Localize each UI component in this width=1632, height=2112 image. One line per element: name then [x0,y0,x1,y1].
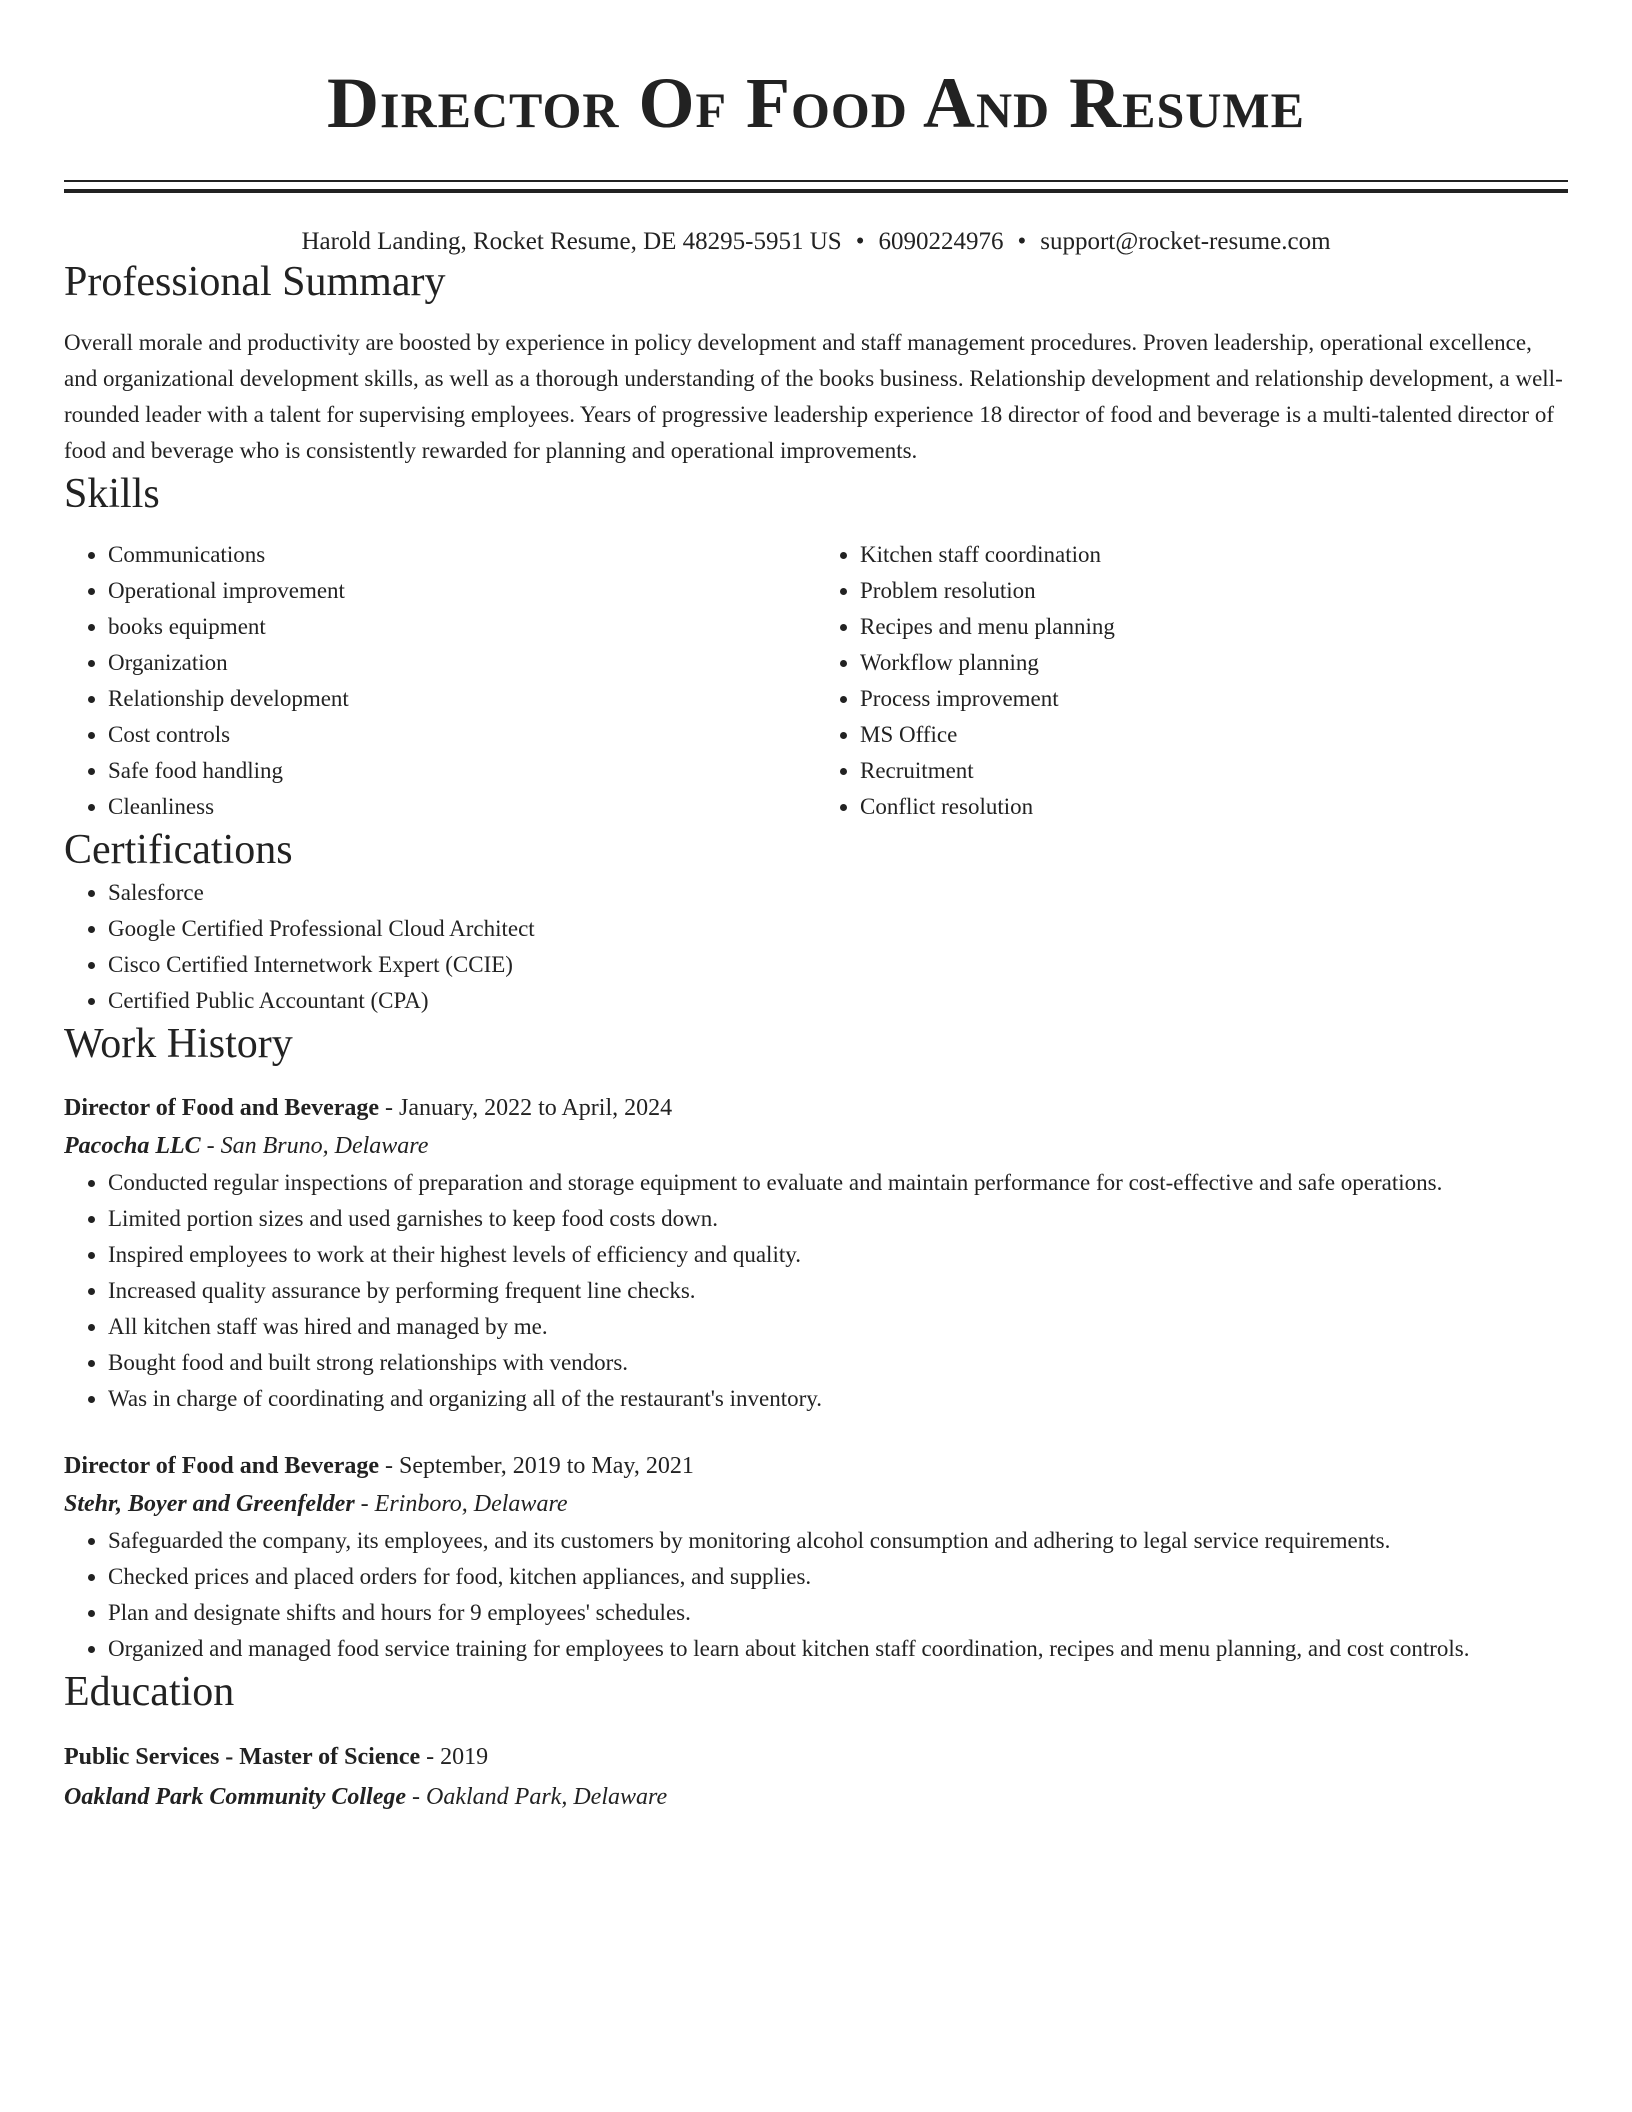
skill-item: • Kitchen staff coordination [860,537,1568,573]
education-location: - Oakland Park, Delaware [406,1784,668,1810]
contact-address: Harold Landing, Rocket Resume, DE 48295-5951 US [301,228,842,255]
job-bullet: • Was in charge of coordinating and organizing all of the restaurant's inventory. [108,1381,1568,1417]
job-bullet: • All kitchen staff was hired and managed by me. [108,1309,1568,1345]
job-bullet: • Limited portion sizes and used garnishes to keep food costs down. [108,1201,1568,1237]
job-bullets [64,1523,1568,1667]
skill-item: • MS Office [860,717,1568,753]
job-bullet: • Checked prices and placed orders for food, kitchen appliances, and supplies. [108,1559,1568,1595]
job-company-line [64,1127,1568,1165]
job-bullet: • Increased quality assurance by performing frequent line checks. [108,1273,1568,1309]
certification-item: • Cisco Certified Internetwork Expert (CCIE) [108,947,1568,983]
resume-title: Director Of Food And Resume [327,63,1305,143]
job-bullets [64,1165,1568,1417]
skill-item: • Relationship development [108,681,816,717]
certification-item: • Google Certified Professional Cloud Architect [108,911,1568,947]
title-divider [64,180,1568,193]
skill-item: • Recruitment [860,753,1568,789]
job-location: - San Bruno, Delaware [200,1133,429,1159]
skill-item: • Cleanliness [108,789,816,825]
education-heading: Education [64,1669,235,1715]
job-company: Stehr, Boyer and Greenfelder [64,1491,355,1517]
contact-separator: • [855,228,865,255]
skill-item: • Problem resolution [860,573,1568,609]
skills-list-left [64,537,816,825]
divider-thin-line [64,180,1568,182]
job-bullet: • Conducted regular inspections of preparation and storage equipment to evaluate and maintain performance for cost-effective and safe operations. [108,1165,1568,1201]
job-bullet: • Safeguarded the company, its employees, and its customers by monitoring alcohol consumption and adhering to legal service requirements. [108,1523,1568,1559]
contact-email: support@rocket-resume.com [1040,228,1331,255]
skill-item: • Cost controls [108,717,816,753]
job-company-line [64,1485,1568,1523]
job-title: Director of Food and Beverage [64,1453,380,1479]
education-school-line [64,1777,1568,1817]
certification-item: • Salesforce [108,875,1568,911]
job-dates: - January, 2022 to April, 2024 [379,1095,673,1121]
job-bullet: • Bought food and built strong relationships with vendors. [108,1345,1568,1381]
job-title-line [64,1447,1568,1485]
contact-separator: • [1017,228,1027,255]
education-degree: Public Services - Master of Science [64,1744,421,1770]
job-location: - Erinboro, Delaware [354,1491,568,1517]
skill-item: • Conflict resolution [860,789,1568,825]
certifications-heading: Certifications [64,827,293,873]
job-bullet: • Inspired employees to work at their highest levels of efficiency and quality. [108,1237,1568,1273]
job-bullet: • Organized and managed food service training for employees to learn about kitchen staff coordination, recipes and menu planning, and cost controls. [108,1631,1568,1667]
divider-thick-line [64,189,1568,193]
skill-item: • books equipment [108,609,816,645]
job-company: Pacocha LLC [64,1133,201,1159]
skill-item: • Workflow planning [860,645,1568,681]
job-entry [64,1447,1568,1667]
job-title-line [64,1089,1568,1127]
skill-item: • Safe food handling [108,753,816,789]
skills-heading: Skills [64,471,160,517]
summary-heading: Professional Summary [64,259,446,305]
skill-item: • Organization [108,645,816,681]
education-school: Oakland Park Community College [64,1784,407,1810]
job-dates: - September, 2019 to May, 2021 [379,1453,694,1479]
contact-phone: 6090224976 [878,228,1004,255]
skill-item: • Recipes and menu planning [860,609,1568,645]
skill-item: • Communications [108,537,816,573]
education-year: - 2019 [420,1744,489,1770]
certification-item: • Certified Public Accountant (CPA) [108,983,1568,1019]
skill-item: • Process improvement [860,681,1568,717]
skill-item: • Operational improvement [108,573,816,609]
education-degree-line [64,1737,1568,1777]
skills-columns [64,537,1568,825]
work-history-heading: Work History [64,1021,293,1067]
job-title: Director of Food and Beverage [64,1095,380,1121]
job-bullet: • Plan and designate shifts and hours for 9 employees' schedules. [108,1595,1568,1631]
summary-text: Overall morale and productivity are boosted by experience in policy development and staff management procedures. Proven leadership, operational excellence, and organizational development skills, as well as a thorough understanding of the books business. Relationship development and relationship development, a well-rounded leader with a talent for supervising employees. Years of progressive leadership experience 18 director of food and beverage is a multi-talented director of food and beverage who is consistently rewarded for planning and operational improvements. [64,330,1563,463]
contact-line [64,227,1568,257]
job-entry [64,1089,1568,1417]
certifications-list [64,875,1568,1019]
skills-list-right [816,537,1568,825]
